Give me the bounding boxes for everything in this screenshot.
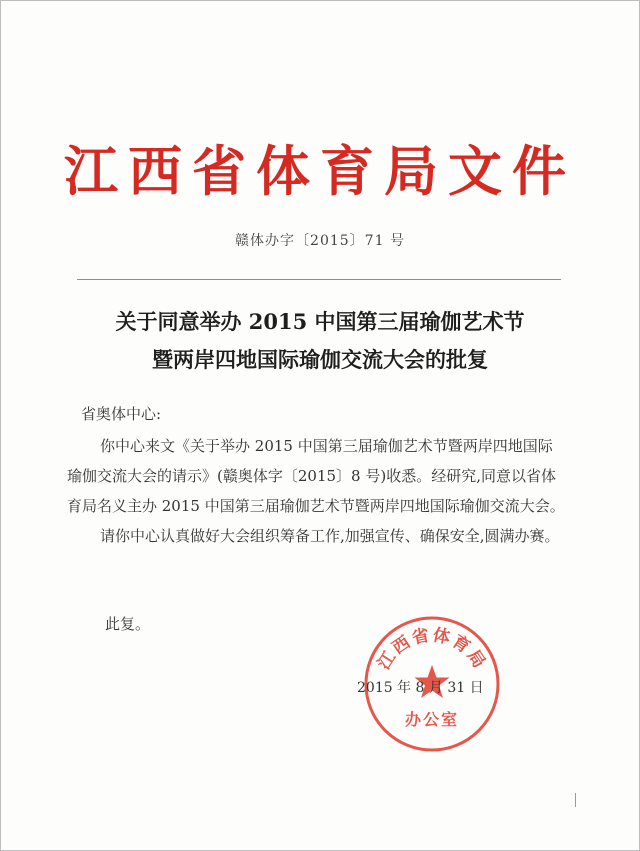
document-header-title: 江西省体育局文件	[64, 139, 576, 203]
body-paragraph-1: 你中心来文《关于举办 2015 中国第三届瑜伽艺术节暨两岸四地国际瑜伽交流大会的请示》(赣奥体字〔2015〕8 号)收悉。经研究,同意以省体育局名义主办 2015 中国第三届瑜伽艺术节暨两岸四地国际瑜伽交流大会。	[67, 437, 565, 515]
closing-phrase: 此复。	[105, 615, 151, 633]
document-title-line-2: 暨两岸四地国际瑜伽交流大会的批复	[152, 347, 488, 372]
document-number: 赣体办字〔2015〕71 号	[235, 233, 405, 249]
seal-bottom-text: 办公室	[404, 710, 460, 729]
document-date: 2015 年 8 月 31 日	[357, 680, 484, 696]
document-title-line-1: 关于同意举办 2015 中国第三届瑜伽艺术节	[115, 309, 525, 334]
document-title	[1, 303, 639, 379]
seal-arc-text: 江西省体育局	[374, 625, 490, 674]
addressee: 省奥体中心:	[81, 405, 162, 423]
document-body	[67, 431, 567, 551]
header-divider	[77, 279, 561, 280]
scan-artifact	[575, 793, 576, 807]
body-paragraph-2: 请你中心认真做好大会组织筹备工作,加强宣传、确保安全,圆满办赛。	[100, 527, 560, 545]
